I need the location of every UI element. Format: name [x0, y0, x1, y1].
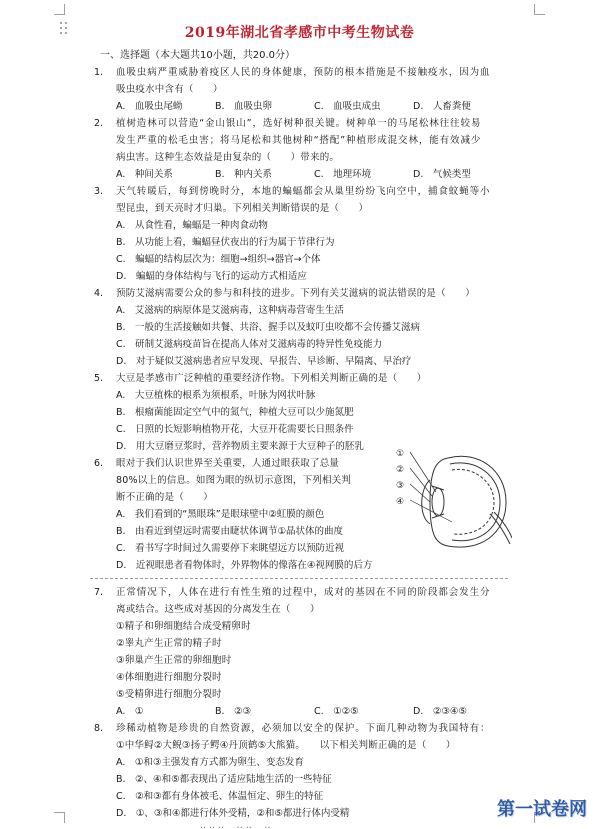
page-corner-mark — [54, 812, 65, 823]
question-text: 吸虫疫水中含有（ ） — [116, 84, 223, 95]
option-a: A. 血吸虫尾蚴 — [116, 101, 183, 112]
option-a: A. 艾滋病的病原体是艾滋病毒，这种病毒营寄生生活 — [116, 305, 344, 316]
eyeball-outline — [430, 456, 506, 547]
question-text: 断不正确的是（ ） — [116, 492, 214, 503]
option-c: C. 研制艾滋病疫苗旨在提高人体对艾滋病毒的特异性免疫能力 — [116, 339, 383, 350]
question-text: 天气转暖后，每到傍晚时分，本地的蝙蝠都会从巢里纷纷飞向空中，捕食蚊蝇等小 — [116, 186, 491, 197]
question-number: 2. — [94, 118, 104, 129]
question-number: 7. — [94, 587, 104, 598]
option-c: C. 看书写字时间过久需要停下来眺望远方以预防近视 — [116, 543, 345, 554]
site-watermark: 第一试卷网 — [497, 799, 587, 820]
option-b: B. 由看近到望远时需要由睫状体调节①晶状体的曲度 — [116, 526, 344, 537]
statement-item: ③卵巢产生正常的卵细胞时 — [116, 655, 232, 666]
page-break-divider — [90, 578, 508, 579]
option-d: D. 近视眼患者看物体时，外界物体的像落在④视网膜的后方 — [116, 560, 373, 571]
option-a: A. ① — [116, 706, 144, 717]
option-b: B. 种内关系 — [215, 169, 273, 180]
question-number: 5. — [94, 373, 104, 384]
option-d: D. 人畜粪便 — [413, 101, 471, 112]
option-a: A. 种间关系 — [116, 169, 173, 180]
iris — [432, 486, 444, 518]
option-d: D. ①、③和④都进行体外受精，②和⑤都进行体内受精 — [116, 808, 350, 819]
statement-item: ②睾丸产生正常的精子时 — [116, 638, 222, 649]
question-number: 3. — [94, 186, 104, 197]
question-text: 病虫害。这种生态效益是由复杂的（ ）带来的。 — [116, 152, 340, 163]
section-heading: 一、选择题（本大题共10小题，共20.0分） — [100, 50, 295, 61]
page-title: 2019年湖北省孝感市中考生物试卷 — [184, 25, 415, 41]
question-text: ①中华鲟②大鲵③扬子鳄④丹顶鹤⑤大熊猫。 以下相关判断正确的是（ ） — [116, 740, 456, 751]
question-text: 发生严重的松毛虫害；将马尾松和其他树种“搭配”种植形成混交林，能有效减少 — [116, 135, 482, 146]
cornea — [422, 480, 430, 524]
question-number: 1. — [94, 67, 104, 78]
figure-label: ④ — [396, 497, 405, 507]
option-b: B. 一般的生活接触如共餐、共浴、握手以及蚊叮虫咬都不会传播艾滋病 — [116, 322, 421, 333]
option-d: D. 对于疑似艾滋病患者应早发现、早报告、早诊断、早隔离、早治疗 — [116, 356, 412, 367]
option-c: C. 血吸虫成虫 — [314, 101, 381, 112]
option-b: B. 血吸虫卵 — [215, 101, 273, 112]
question-number: 8. — [94, 723, 104, 734]
option-c: C. 蝙蝠的结构层次为：细胞→组织→器官→个体 — [116, 254, 321, 265]
option-a: A. 我们看到的“黑眼珠”是眼球壁中②虹膜的颜色 — [116, 509, 325, 520]
statement-item: ④体细胞进行细胞分裂时 — [116, 672, 222, 683]
option-a: A. 大豆植株的根系为须根系，叶脉为网状叶脉 — [116, 390, 316, 401]
question-text: 植树造林可以营造“金山银山”，选好树种很关键。树种单一的马尾松林往往较易 — [116, 118, 482, 129]
option-a: A. ①和③主强发育方式都为卵生、变态发育 — [116, 757, 304, 768]
option-d: D. 蝙蝠的身体结构与飞行的运动方式相适应 — [116, 271, 307, 282]
figure-label: ① — [396, 449, 405, 459]
option-c: C. 日照的长短影响植物开花，大豆开花需要长日照条件 — [116, 424, 354, 435]
retina-layer — [452, 469, 494, 534]
choroid-layer — [450, 463, 500, 541]
option-c: C. 地理环境 — [314, 169, 372, 180]
option-b: B. 从功能上看，蝙蝠昼伏夜出的行为属于节律行为 — [116, 237, 335, 248]
option-d: D. ②③④⑤ — [413, 706, 467, 717]
figure-label: ③ — [396, 481, 405, 491]
option-d: D. 气候类型 — [413, 169, 471, 180]
option-b: B. ②、④和⑤都表现出了适应陆地生活的一些特征 — [116, 774, 332, 785]
statement-item: ①精子和卵细胞结合成受精卵时 — [116, 621, 251, 632]
page-corner-mark — [534, 4, 545, 15]
question-text: 离或结合。这些成对基因的分离发生在（ ） — [116, 604, 320, 615]
question-text: 正常情况下，人体在进行有性生殖的过程中，成对的基因在不同的阶段都会发生分 — [116, 587, 491, 598]
optic-nerve — [490, 512, 512, 544]
page-corner-mark — [54, 4, 65, 15]
question-text: 眼对于我们认识世界至关重要，人通过眼获取了总量 — [116, 458, 340, 469]
question-number: 6. — [94, 458, 104, 469]
question-text: 预防艾滋病需要公众的参与和科技的进步。下列有关艾滋病的说法错误的是（ ） — [116, 288, 475, 299]
question-text: 型昆虫，到天亮时才归巢。下列相关判断错误的是（ ） — [116, 203, 369, 214]
question-text: 珍稀动植物是珍贵的自然资源，必须加以安全的保护。下面几种动物为我国特有： — [116, 723, 491, 734]
statement-item: ⑤受精卵进行细胞分裂时 — [116, 689, 222, 700]
option-b: B. ②③ — [215, 706, 252, 717]
option-d: D. 用大豆磨豆浆时，营养物质主要来源于大豆种子的胚乳 — [116, 441, 364, 452]
lens — [432, 488, 444, 516]
question-text: 大豆是孝感市广泛种植的重要经济作物。下列相关判断正确的是（ ） — [116, 373, 427, 384]
option-c: C. ①②⑤ — [314, 706, 359, 717]
question-text: 血吸虫病严重威胁着疫区人民的身体健康，预防的根本措施是不接触疫水，因为血 — [116, 67, 491, 78]
cutoff-text: ·· ·· ·· ·· ·· ·· — [200, 823, 271, 829]
option-a: A. 从食性看，蝙蝠是一种肉食动物 — [116, 220, 268, 231]
eye-diagram — [386, 440, 512, 560]
question-text: 80%以上的信息。如图为眼的纵切示意图，下列相关判 — [116, 475, 352, 486]
question-number: 4. — [94, 288, 104, 299]
option-c: C. ②和③都有身体被毛、体温恒定、卵生的特征 — [116, 791, 324, 802]
option-b: B. 根瘤菌能固定空气中的氮气，种植大豆可以少施氮肥 — [116, 407, 354, 418]
figure-label: ② — [396, 465, 405, 475]
